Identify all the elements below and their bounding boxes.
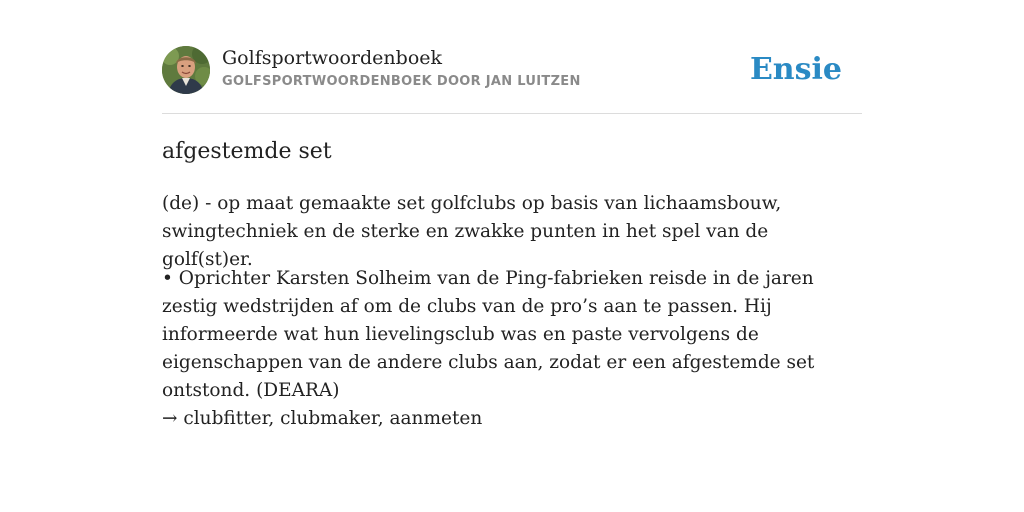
header-divider [162, 113, 862, 114]
entry-note: • Oprichter Karsten Solheim van de Ping-fabrieken reisde in de jaren zestig wedstrijden af om de clubs van de pro’s aan te passen. Hij informeerde wat hun lievelingsclub was en paste vervolgens de eigenschappen van de andere clubs aan, zodat er een afgestemde set ontstond. (DEARA) [162, 268, 815, 401]
entry-definition: (de) - op maat gemaakte set golfclubs op basis van lichaamsbouw, swingtechniek en de sterke en zwakke punten in het spel van de golf(st)er. [162, 193, 782, 270]
avatar-portrait-icon [162, 46, 210, 94]
entry-header [162, 46, 862, 96]
entry-card [162, 46, 862, 429]
entry-see-also[interactable]: → clubfitter, clubmaker, aanmeten [162, 408, 483, 429]
ensie-logo[interactable]: Ensie [749, 52, 842, 87]
author-avatar[interactable] [162, 46, 210, 94]
author-subtitle[interactable]: GOLFSPORTWOORDENBOEK DOOR JAN LUITZEN [222, 74, 581, 89]
entry-term: afgestemde set [162, 139, 332, 164]
author-name[interactable]: Golfsportwoordenboek [222, 47, 443, 69]
